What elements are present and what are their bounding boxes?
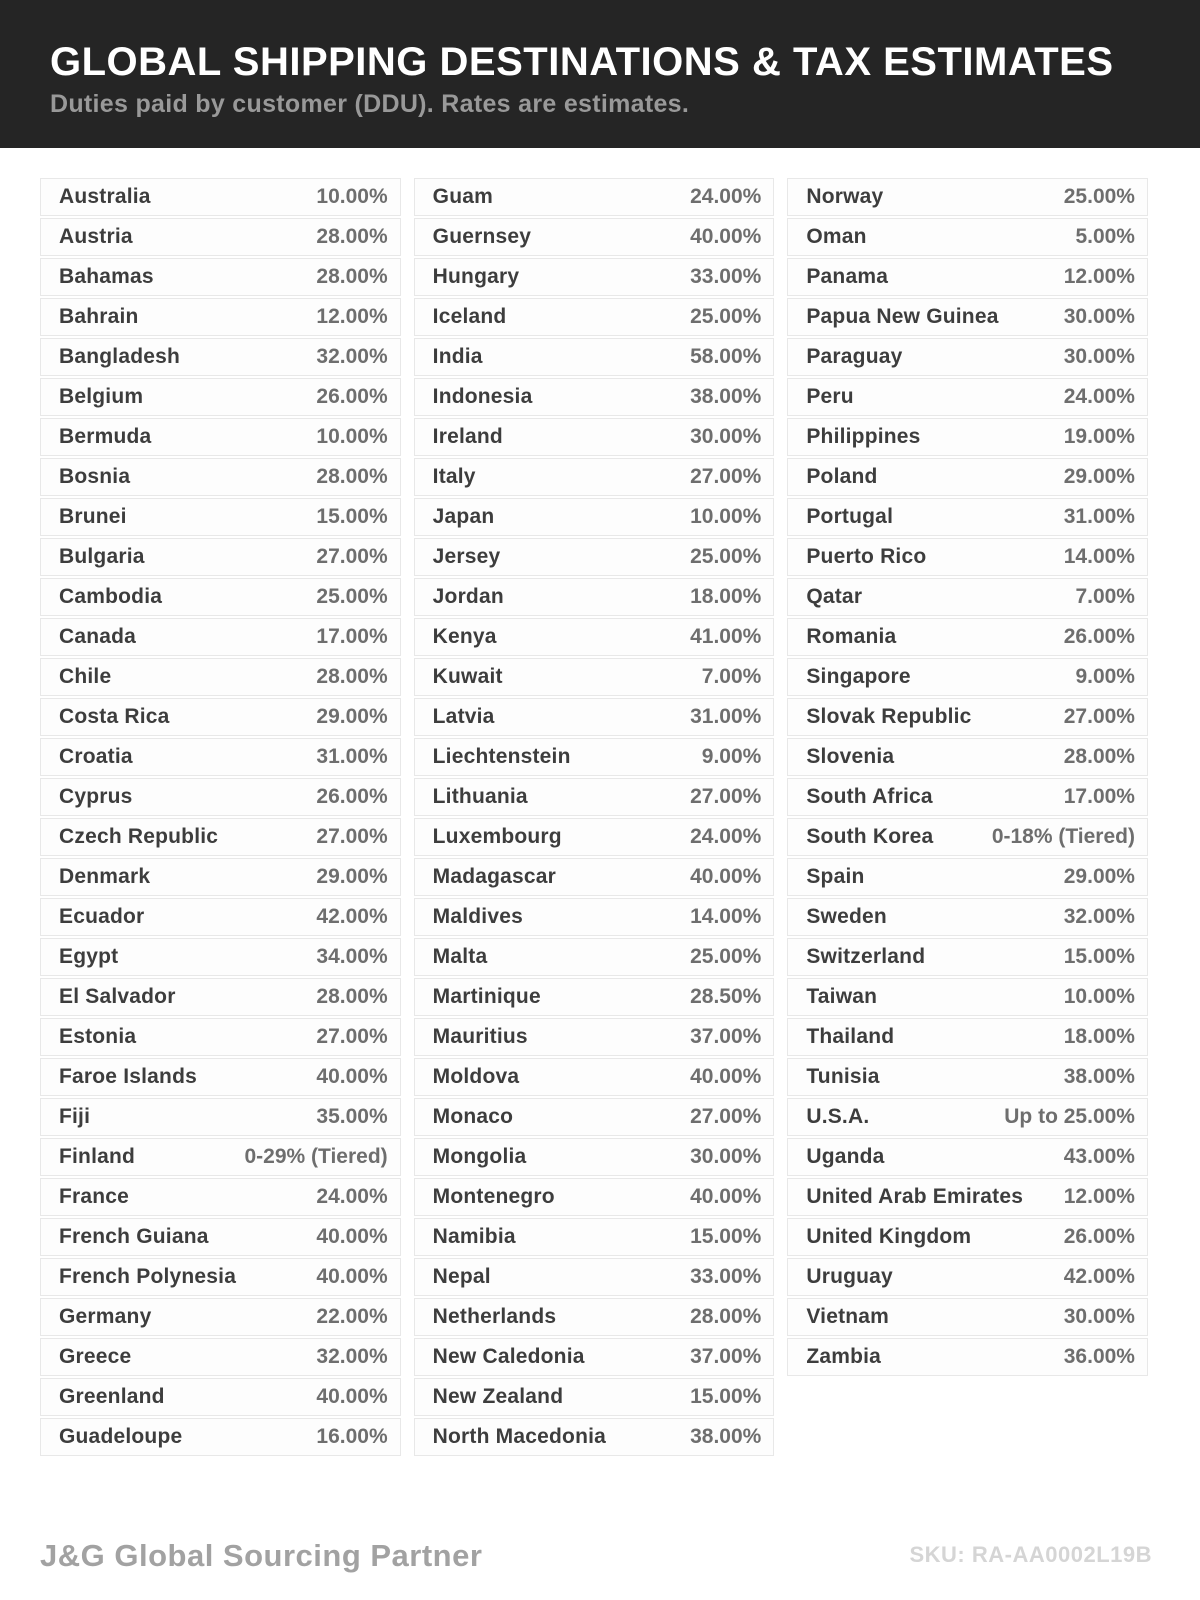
tax-rate: 15.00% [690, 1225, 762, 1248]
country-name: Austria [59, 225, 133, 248]
tax-rate: 18.00% [1063, 1025, 1135, 1048]
header [0, 0, 1200, 148]
country-name: Sweden [806, 905, 887, 928]
tax-rate: 16.00% [316, 1425, 388, 1448]
country-name: Moldova [432, 1065, 520, 1088]
table-row [40, 498, 401, 536]
country-name: Jersey [432, 545, 501, 568]
table-row [787, 538, 1148, 576]
country-name: Lithuania [432, 785, 528, 808]
table-row [414, 258, 775, 296]
country-name: New Caledonia [432, 1345, 585, 1368]
table-row [40, 1098, 401, 1136]
table-row [40, 418, 401, 456]
table-row [40, 698, 401, 736]
tax-rate: 26.00% [1063, 1225, 1135, 1248]
tax-rate: 40.00% [690, 1185, 762, 1208]
table-row [40, 1018, 401, 1056]
country-name: Ecuador [59, 905, 145, 928]
country-name: Indonesia [432, 385, 533, 408]
tax-rate: 29.00% [316, 705, 388, 728]
table-row [414, 538, 775, 576]
tax-rate: 40.00% [316, 1385, 388, 1408]
table-row [787, 258, 1148, 296]
country-name: Vietnam [806, 1305, 890, 1328]
tax-rate: 24.00% [316, 1185, 388, 1208]
tax-rate: 25.00% [1063, 185, 1135, 208]
table-row [40, 1138, 401, 1176]
tax-rate: 22.00% [316, 1305, 388, 1328]
table-row [787, 1258, 1148, 1296]
tax-rate: 27.00% [1063, 705, 1135, 728]
table-row [40, 858, 401, 896]
table-row [40, 1338, 401, 1376]
table-row [414, 1058, 775, 1096]
country-name: Mauritius [432, 1025, 528, 1048]
tax-rate: 40.00% [316, 1065, 388, 1088]
table-row [414, 1338, 775, 1376]
country-name: Bangladesh [59, 345, 181, 368]
table-row [414, 458, 775, 496]
country-name: Canada [59, 625, 137, 648]
table-row [414, 298, 775, 336]
tax-rate: 31.00% [316, 745, 388, 768]
table-row [787, 1338, 1148, 1376]
country-name: Qatar [806, 585, 863, 608]
tax-rate: 38.00% [1063, 1065, 1135, 1088]
tax-rate: 25.00% [690, 305, 762, 328]
country-name: Guadeloupe [59, 1425, 183, 1448]
table-row [414, 1178, 775, 1216]
country-name: El Salvador [59, 985, 176, 1008]
tax-rate: 15.00% [1063, 945, 1135, 968]
table-row [40, 978, 401, 1016]
country-name: Ireland [432, 425, 503, 448]
sku-label: SKU: RA-AA0002L19B [909, 1542, 1152, 1567]
tax-rate: 10.00% [1063, 985, 1135, 1008]
table-row [40, 538, 401, 576]
tax-rate: 28.00% [1063, 745, 1135, 768]
tax-rate: 30.00% [690, 425, 762, 448]
country-name: Belgium [59, 385, 144, 408]
tax-rate: 31.00% [690, 705, 762, 728]
tax-rate: 40.00% [316, 1265, 388, 1288]
table-row [787, 1138, 1148, 1176]
country-name: French Guiana [59, 1225, 209, 1248]
table-row [414, 178, 775, 216]
country-name: Switzerland [806, 945, 926, 968]
table-row [787, 778, 1148, 816]
table-row [414, 818, 775, 856]
country-name: South Korea [806, 825, 934, 848]
country-name: Nepal [432, 1265, 491, 1288]
tax-rate: 30.00% [1063, 305, 1135, 328]
table-row [787, 1058, 1148, 1096]
country-name: Germany [59, 1305, 152, 1328]
table-row [414, 738, 775, 776]
tax-rate: 15.00% [316, 505, 388, 528]
country-name: South Africa [806, 785, 933, 808]
tax-rate: 27.00% [316, 825, 388, 848]
country-name: Spain [806, 865, 865, 888]
country-name: North Macedonia [432, 1425, 607, 1448]
country-name: French Polynesia [59, 1265, 237, 1288]
table-row [414, 618, 775, 656]
country-name: Philippines [806, 425, 921, 448]
table-row [414, 338, 775, 376]
country-name: Montenegro [432, 1185, 555, 1208]
tax-rate: 36.00% [1063, 1345, 1135, 1368]
table-row [40, 1058, 401, 1096]
country-name: Costa Rica [59, 705, 170, 728]
tax-rate: 32.00% [316, 1345, 388, 1368]
tax-rate: 10.00% [316, 425, 388, 448]
table-row [414, 658, 775, 696]
tax-rate: 30.00% [1063, 345, 1135, 368]
country-name: Malta [432, 945, 488, 968]
country-name: Singapore [806, 665, 911, 688]
table-row [40, 938, 401, 976]
country-name: United Kingdom [806, 1225, 972, 1248]
table-row [414, 1138, 775, 1176]
tax-rate: 7.00% [701, 665, 762, 688]
table-row [414, 898, 775, 936]
table-row [414, 1258, 775, 1296]
table-row [40, 578, 401, 616]
table-row [787, 498, 1148, 536]
country-name: Bosnia [59, 465, 131, 488]
table-row [40, 258, 401, 296]
country-name: Cambodia [59, 585, 163, 608]
country-name: Paraguay [806, 345, 903, 368]
tax-rate: 26.00% [316, 785, 388, 808]
table-row [787, 1298, 1148, 1336]
tax-rate: 5.00% [1075, 225, 1135, 248]
tax-rate: 25.00% [690, 545, 762, 568]
table-row [787, 1218, 1148, 1256]
country-name: Slovenia [806, 745, 895, 768]
tax-rate: 25.00% [690, 945, 762, 968]
country-name: Uruguay [806, 1265, 893, 1288]
tax-rate: 40.00% [690, 865, 762, 888]
table-row [414, 378, 775, 416]
tax-rate: 29.00% [1063, 865, 1135, 888]
table-row [787, 578, 1148, 616]
table-row [40, 778, 401, 816]
table-row [787, 738, 1148, 776]
table-row [40, 1218, 401, 1256]
country-name: Liechtenstein [432, 745, 571, 768]
table-row [414, 1218, 775, 1256]
tax-rate: 9.00% [1075, 665, 1135, 688]
tax-rate: 41.00% [690, 625, 762, 648]
country-name: New Zealand [432, 1385, 564, 1408]
table-row [40, 1178, 401, 1216]
table-row [787, 378, 1148, 416]
tax-rate: 12.00% [316, 305, 388, 328]
tax-rate: 19.00% [1063, 425, 1135, 448]
country-name: Japan [432, 505, 495, 528]
tax-rate: 35.00% [316, 1105, 388, 1128]
table-row [414, 778, 775, 816]
tax-rate: 43.00% [1063, 1145, 1135, 1168]
tax-rate: 30.00% [690, 1145, 762, 1168]
table-row [40, 658, 401, 696]
country-name: Papua New Guinea [806, 305, 999, 328]
tax-rate: 7.00% [1075, 585, 1135, 608]
table-row [414, 578, 775, 616]
tax-rate: 37.00% [690, 1345, 762, 1368]
country-name: Italy [432, 465, 476, 488]
tax-rate: 42.00% [1063, 1265, 1135, 1288]
table-row [414, 1098, 775, 1136]
country-name: Czech Republic [59, 825, 219, 848]
tax-rate: 12.00% [1063, 265, 1135, 288]
table-row [40, 218, 401, 256]
table-row [414, 1298, 775, 1336]
tax-rate: 9.00% [701, 745, 762, 768]
country-name: Hungary [432, 265, 520, 288]
table-row [414, 1378, 775, 1416]
country-name: U.S.A. [806, 1105, 870, 1128]
rates-column-3 [787, 178, 1148, 1378]
tax-rate: 31.00% [1063, 505, 1135, 528]
table-row [40, 178, 401, 216]
country-name: Romania [806, 625, 897, 648]
table-row [40, 1378, 401, 1416]
table-row [414, 938, 775, 976]
country-name: France [59, 1185, 130, 1208]
country-name: Bermuda [59, 425, 152, 448]
tax-rate: 24.00% [1063, 385, 1135, 408]
tax-rate: 28.00% [316, 665, 388, 688]
tax-rate: 27.00% [690, 1105, 762, 1128]
tax-rate: 10.00% [690, 505, 762, 528]
table-row [787, 338, 1148, 376]
tax-rate: 28.00% [316, 225, 388, 248]
country-name: United Arab Emirates [806, 1185, 1024, 1208]
table-row [40, 818, 401, 856]
tax-rate: 25.00% [316, 585, 388, 608]
table-row [40, 738, 401, 776]
table-row [40, 298, 401, 336]
tax-rate: 28.00% [316, 265, 388, 288]
tax-rate: 58.00% [690, 345, 762, 368]
table-row [40, 1298, 401, 1336]
table-row [787, 898, 1148, 936]
country-name: Chile [59, 665, 112, 688]
country-name: Faroe Islands [59, 1065, 197, 1088]
tax-rate: 42.00% [316, 905, 388, 928]
tax-rate: 26.00% [316, 385, 388, 408]
country-name: Thailand [806, 1025, 895, 1048]
tax-rate: 33.00% [690, 265, 762, 288]
tax-rate: 27.00% [690, 465, 762, 488]
tax-rate: 37.00% [690, 1025, 762, 1048]
tax-rate: 26.00% [1063, 625, 1135, 648]
country-name: Jordan [432, 585, 504, 608]
tax-rate: 27.00% [316, 545, 388, 568]
country-name: Madagascar [432, 865, 557, 888]
table-row [414, 218, 775, 256]
table-row [787, 618, 1148, 656]
table-row [40, 618, 401, 656]
tax-rate: 17.00% [1063, 785, 1135, 808]
country-name: Norway [806, 185, 884, 208]
country-name: Poland [806, 465, 878, 488]
country-name: Brunei [59, 505, 127, 528]
tax-rate: 27.00% [316, 1025, 388, 1048]
country-name: Maldives [432, 905, 523, 928]
table-row [787, 938, 1148, 976]
table-row [40, 338, 401, 376]
tax-rate: 32.00% [1063, 905, 1135, 928]
country-name: Netherlands [432, 1305, 557, 1328]
table-row [787, 658, 1148, 696]
table-row [414, 418, 775, 456]
country-name: Oman [806, 225, 867, 248]
country-name: India [432, 345, 483, 368]
table-row [787, 978, 1148, 1016]
country-name: Kenya [432, 625, 497, 648]
country-name: Bahamas [59, 265, 154, 288]
country-name: Egypt [59, 945, 119, 968]
table-row [414, 1418, 775, 1456]
tax-rate: 30.00% [1063, 1305, 1135, 1328]
table-row [40, 1258, 401, 1296]
table-row [787, 218, 1148, 256]
country-name: Finland [59, 1145, 136, 1168]
table-row [414, 498, 775, 536]
tax-rate: 28.50% [690, 985, 762, 1008]
table-row [787, 1178, 1148, 1216]
country-name: Latvia [432, 705, 495, 728]
country-name: Cyprus [59, 785, 133, 808]
tax-rate: 38.00% [690, 1425, 762, 1448]
country-name: Mongolia [432, 1145, 527, 1168]
country-name: Kuwait [432, 665, 503, 688]
tax-rate: 34.00% [316, 945, 388, 968]
tax-rate: 17.00% [316, 625, 388, 648]
table-row [787, 818, 1148, 856]
tax-rate: 14.00% [1063, 545, 1135, 568]
table-row [40, 898, 401, 936]
table-row [787, 418, 1148, 456]
tax-rate: 40.00% [316, 1225, 388, 1248]
country-name: Estonia [59, 1025, 137, 1048]
table-row [787, 178, 1148, 216]
tax-rate: 12.00% [1063, 1185, 1135, 1208]
rates-table [40, 178, 1148, 1458]
table-row [787, 698, 1148, 736]
tax-rate: 38.00% [690, 385, 762, 408]
country-name: Slovak Republic [806, 705, 972, 728]
tax-rate: 0-29% (Tiered) [244, 1145, 388, 1168]
country-name: Uganda [806, 1145, 885, 1168]
country-name: Tunisia [806, 1065, 880, 1088]
tax-rate: 28.00% [316, 465, 388, 488]
rates-column-2 [414, 178, 775, 1458]
country-name: Greece [59, 1345, 132, 1368]
table-row [414, 858, 775, 896]
tax-rate: 40.00% [690, 1065, 762, 1088]
country-name: Croatia [59, 745, 133, 768]
country-name: Panama [806, 265, 889, 288]
tax-rate: 40.00% [690, 225, 762, 248]
tax-rate: 27.00% [690, 785, 762, 808]
table-row [787, 1018, 1148, 1056]
country-name: Bulgaria [59, 545, 145, 568]
tax-rate: 15.00% [690, 1385, 762, 1408]
tax-rate: 28.00% [316, 985, 388, 1008]
tax-rate: 10.00% [316, 185, 388, 208]
tax-rate: 0-18% (Tiered) [991, 825, 1135, 848]
table-row [787, 458, 1148, 496]
brand-name: J&G Global Sourcing Partner [40, 1538, 483, 1573]
country-name: Portugal [806, 505, 894, 528]
country-name: Fiji [59, 1105, 91, 1128]
rates-column-1 [40, 178, 401, 1458]
country-name: Greenland [59, 1385, 165, 1408]
country-name: Taiwan [806, 985, 878, 1008]
tax-rate: 32.00% [316, 345, 388, 368]
country-name: Puerto Rico [806, 545, 927, 568]
page-title: GLOBAL SHIPPING DESTINATIONS & TAX ESTIMATES [50, 40, 1114, 84]
country-name: Guam [432, 185, 493, 208]
country-name: Namibia [432, 1225, 516, 1248]
table-row [414, 1018, 775, 1056]
country-name: Martinique [432, 985, 541, 1008]
tax-rate: 18.00% [690, 585, 762, 608]
table-row [414, 978, 775, 1016]
tax-rate: 33.00% [690, 1265, 762, 1288]
country-name: Denmark [59, 865, 151, 888]
tax-rate: 24.00% [690, 185, 762, 208]
table-row [787, 1098, 1148, 1136]
table-row [40, 378, 401, 416]
tax-rate: 29.00% [1063, 465, 1135, 488]
country-name: Bahrain [59, 305, 139, 328]
table-row [414, 698, 775, 736]
table-row [40, 458, 401, 496]
country-name: Zambia [806, 1345, 882, 1368]
tax-rate: 28.00% [690, 1305, 762, 1328]
table-row [787, 298, 1148, 336]
country-name: Australia [59, 185, 151, 208]
country-name: Luxembourg [432, 825, 562, 848]
tax-rate: 29.00% [316, 865, 388, 888]
tax-rate: 24.00% [690, 825, 762, 848]
country-name: Peru [806, 385, 854, 408]
country-name: Monaco [432, 1105, 514, 1128]
table-row [40, 1418, 401, 1456]
page-subtitle: Duties paid by customer (DDU). Rates are estimates. [50, 90, 690, 118]
table-row [787, 858, 1148, 896]
tax-rate: 14.00% [690, 905, 762, 928]
tax-rate: Up to 25.00% [1004, 1105, 1135, 1128]
country-name: Iceland [432, 305, 507, 328]
country-name: Guernsey [432, 225, 532, 248]
